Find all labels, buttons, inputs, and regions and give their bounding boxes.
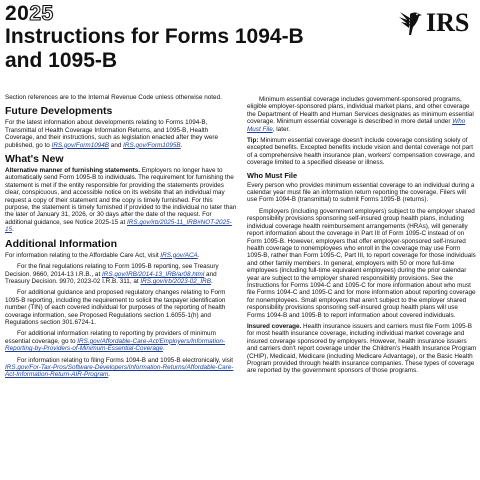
addl-para-2 — [5, 263, 237, 285]
mec-end: , later. — [272, 125, 291, 133]
future-and: and — [109, 141, 124, 149]
intro-text: Section references are to the Internal Revenue Code unless otherwise noted. — [5, 94, 222, 101]
addl-p4-end: . — [162, 345, 165, 353]
whats-new-text — [5, 167, 237, 234]
eagle-icon — [398, 8, 424, 36]
link-air-program[interactable]: IRS.gov/For-Tax-Pros/Software-Developers/Information-Returns/Affordable-Care-Act-Information-Return-AIR-Program — [5, 363, 234, 379]
heading-additional-information: Additional Information — [5, 237, 117, 250]
future-end: . — [180, 141, 183, 149]
whats-new-body: Employers no longer have to automatically send Form 1095-B to individuals. The requirement for furnishing the statement is met if the entity responsible for providing the statements provides clear, conspicuous, and accessible notice on its website that an individual may request a copy of their statement and the copy is timely furnished. For this purpose, the statement is timely furnished if provided to the individual no later than the later of January 31, 2026, or 30 days after the date of the request. For additional guidance, see Notice 2025-15 at — [5, 167, 237, 226]
addl-p1-text: For information relating to the Affordable Care Act, visit — [5, 251, 161, 259]
addl-para-5 — [5, 357, 237, 379]
tip-label: Tip: — [247, 137, 259, 145]
future-text: For the latest information about developments relating to Forms 1094-B, Transmittal of Health Coverage Information Returns, and 1095-B, Health Coverage, and their instructions, such as legislation enacted after they were published, go to — [5, 119, 218, 149]
link-aca[interactable]: IRS.gov/ACA — [160, 251, 198, 259]
heading-future-developments: Future Developments — [5, 105, 113, 118]
addl-p5-end: . — [108, 371, 111, 379]
tax-year — [5, 3, 54, 25]
link-notice-2025-15[interactable]: IRS.gov/irb/2025-11_IRB#NOT-2025-15 — [5, 218, 232, 234]
document-header — [0, 0, 480, 92]
page-title: Instructions for Forms 1094-B and 1095-B — [5, 25, 304, 72]
year-suffix: 25 — [29, 2, 54, 25]
who-must-file-para-2: Employers (including government employers) subject to the employer shared responsibility provisions sponsoring self-insured group health plans, including individual coverage health reimbursement arrangements (HRAs), will generally report information about the coverage in Part III of Form 1095-C instead of on Form 1095-B. However, employers that offer employer-sponsored self-insured health coverage to nonemployees who enroll in the coverage may use Form 1095-B, rather than Form 1095-C, Part III, to report coverage for those individuals and other family members. In general, employers with 50 or more full-time employees (including full-time equivalent employees) during the prior calendar year are subject to the employer shared responsibility provisions. See the Instructions for Forms 1094-C and 1095-C for more information about who must file Forms 1094-C and 1095-C and for more information about reporting coverage for nonemployees. Small employers that aren't subject to the employer shared responsibility provisions sponsoring self-insured group health plans will use Forms 1094-B and 1095-B to report information about covered individuals. — [247, 207, 476, 319]
tip-text: Minimum essential coverage doesn't include coverage consisting solely of excepted benefits. Excepted benefits include vision and dental coverage not part of a comprehensive health insurance plan, workers' compensation coverage, and coverage limited to a specified disease or illness. — [247, 137, 475, 167]
link-who-must-file[interactable]: Who Must File — [247, 118, 466, 133]
tip-para — [247, 137, 477, 167]
logo-text: IRS — [426, 8, 470, 37]
addl-p2-end: . — [210, 277, 213, 285]
insured-coverage-lead: Insured coverage. — [247, 322, 302, 330]
future-developments-text — [5, 119, 237, 149]
addl-p2-mid: and Treasury Decision. 9970, 2023-02 I.R.B. 311, at — [5, 270, 217, 285]
who-must-file-para-1: Every person who provides minimum essential coverage to an individual during a calendar year must file an information return reporting the coverage. Filers will use Form 1094-B (transmittal) to submit Forms 1095-B (returns). — [247, 181, 475, 204]
link-mec-reporting[interactable]: IRS.gov/Affordable-Care-Act/Employers/Information-Reporting-by-Providers-of-Minimum-Essential-Coverage — [5, 337, 226, 353]
link-form1094b[interactable]: IRS.gov/Form1094B — [51, 141, 110, 149]
irs-logo — [398, 8, 478, 38]
heading-whats-new: What's New — [5, 153, 64, 166]
mec-text: Minimum essential coverage includes government-sponsored programs, eligible employer-sponsored plans, individual market plans, and other coverage the Department of Health and Human Services designates as minimum essential coverage. Minimum essential coverage is described in more detail under — [247, 96, 474, 126]
addl-p2-text: For the final regulations relating to Form 1095-B reporting, see Treasury Decision. 9660, 2014-13 I.R.B., at — [5, 263, 219, 278]
addl-p5-text: For information relating to filing Forms 1094-B and 1095-B electronically, visit — [17, 356, 234, 364]
link-irb-2023-02[interactable]: IRS.gov/irb/2023-02_IRB — [140, 277, 211, 285]
mec-para — [247, 96, 477, 133]
left-column — [5, 94, 237, 383]
insured-coverage-text: Health insurance issuers and carriers must file Form 1095-B for most health insurance coverage, including individual market coverage and insured coverage sponsored by employers. However, health insurance issuers and carriers don't report coverage under the Children's Health Insurance Program (CHIP), Medicaid, Medicare (including Medicare Advantage), or the Basic Health Program provided through health insurance companies. These types of coverage are reported by the government sponsors of those programs. — [247, 322, 477, 375]
addl-para-4 — [5, 330, 237, 352]
whats-new-lead: Alternative manner of furnishing statements. — [5, 167, 141, 175]
link-irb-2014-13[interactable]: IRS.gov/IRB/2014-13_IRB/ar08.html — [101, 270, 205, 278]
heading-who-must-file: Who Must File — [247, 170, 298, 180]
right-column — [247, 96, 477, 379]
insured-coverage-para — [247, 323, 477, 375]
link-form1095b[interactable]: IRS.gov/Form1095B — [123, 141, 181, 149]
addl-para-1 — [5, 252, 237, 259]
whats-new-end: . — [12, 226, 14, 234]
addl-p1-end: . — [197, 251, 200, 259]
year-prefix: 20 — [5, 2, 30, 25]
addl-p4-text: For additional information relating to reporting by providers of minimum essential coverage, go to — [5, 330, 216, 345]
addl-para-3: For additional guidance and proposed regulatory changes relating to Form 1095-B reporting, including the requirement to solicit the taxpayer identification number (TIN) of each covered individual for purposes of the reporting of health coverage information, see Proposed Regulations section 1.6055-1(h) and Regulations section 301.6724-1. — [5, 289, 226, 326]
